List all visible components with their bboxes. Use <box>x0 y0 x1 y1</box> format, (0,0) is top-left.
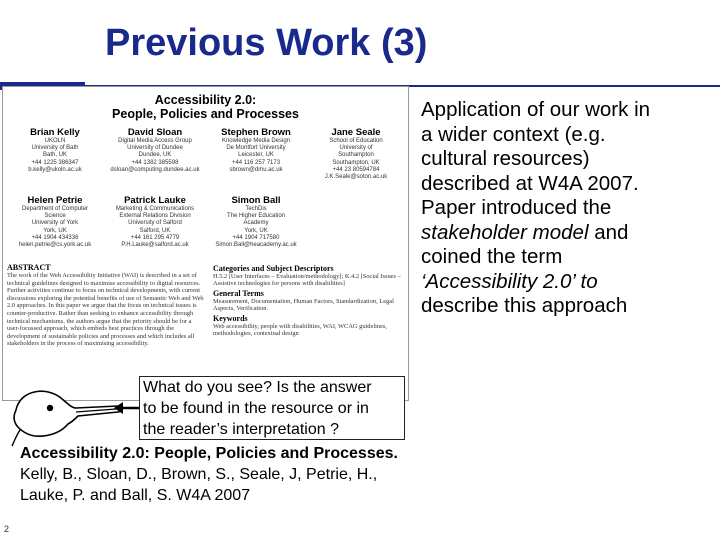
author-name: Stephen Brown <box>221 127 291 138</box>
affiliation-line: Southampton, UK <box>332 159 380 166</box>
abstract-heading: ABSTRACT <box>7 263 51 272</box>
author-name: Jane Seale <box>331 127 381 138</box>
affiliation-line: University of <box>339 145 373 152</box>
author-name: David Sloan <box>127 127 183 138</box>
affiliation-line: +44 23 80594784 <box>332 166 380 173</box>
affiliation-line: Southampton <box>338 152 374 159</box>
bullet-line: described at W4A 2007. <box>421 171 639 195</box>
bullet-line: a wider context (e.g. <box>421 122 606 146</box>
bullet-text <box>421 98 720 319</box>
affiliation-line: Dundee, UK <box>138 152 172 159</box>
callout-line: to be found in the resource or in <box>143 400 369 417</box>
author-name: Helen Petrie <box>27 195 83 206</box>
categories-heading: Categories and Subject Descriptors <box>213 264 334 273</box>
affiliation-line: b.kelly@ukoln.ac.uk <box>28 166 82 173</box>
author-affiliation <box>5 138 105 174</box>
affiliation-line: +44 1225 386347 <box>31 159 79 166</box>
affiliation-line: Bath, UK <box>42 152 67 159</box>
author-entry <box>105 127 205 174</box>
author-entry <box>105 195 205 249</box>
bullet-line: coined the term <box>421 245 563 268</box>
affiliation-line: TechDis <box>245 206 267 212</box>
affiliation-line: Department of Computer <box>21 206 89 212</box>
author-affiliation <box>5 206 105 249</box>
author-affiliation <box>105 206 205 249</box>
bullet-line: Paper introduced the <box>421 196 612 219</box>
author-entry <box>206 127 306 174</box>
affiliation-line: +44 1904 717580 <box>232 234 280 241</box>
terms-body: Measurement, Documentation, Human Factors, Standardization, Legal Aspects, Verification. <box>213 297 394 313</box>
bullet-line: describe this approach <box>421 294 628 317</box>
affiliation-line: UKOLN <box>44 138 66 144</box>
affiliation-line: helen.petrie@cs.york.ac.uk <box>18 242 92 249</box>
affiliation-line: De Montfort University <box>226 145 286 152</box>
affiliation-line: P.H.Lauke@salford.ac.uk <box>121 242 189 249</box>
paper-title-line2: People, Policies and Processes <box>112 107 299 121</box>
author-entry <box>306 127 406 181</box>
affiliation-line: Digital Media Access Group <box>118 138 192 144</box>
keywords-heading: Keywords <box>213 313 248 323</box>
author-affiliation <box>105 138 205 174</box>
page-number: 2 <box>4 524 10 534</box>
duck-rabbit-illusion-icon <box>6 378 126 448</box>
author-entry <box>5 127 105 174</box>
author-entry <box>206 195 306 249</box>
author-name: Patrick Lauke <box>124 195 186 206</box>
abstract-section <box>7 263 205 348</box>
affiliation-line: Simon.Ball@heacademy.ac.uk <box>215 242 297 249</box>
paper-right-column <box>213 263 405 337</box>
bullet-line: ‘Accessibility 2.0’ to <box>421 269 598 293</box>
author-affiliation <box>206 206 306 249</box>
paper-title-line1: Accessibility 2.0: <box>154 93 257 107</box>
author-entry <box>5 195 105 249</box>
affiliation-line: School of Education <box>329 138 383 144</box>
affiliation-line: University of Dundee <box>127 145 183 152</box>
author-name: Brian Kelly <box>30 127 80 138</box>
affiliation-line: University of York <box>31 220 79 227</box>
affiliation-line: dsloan@computing.dundee.ac.uk <box>110 166 200 173</box>
paper-screenshot <box>2 86 409 401</box>
affiliation-line: University of Salford <box>128 220 182 227</box>
affiliation-line: +44 161 295 4779 <box>130 234 180 241</box>
affiliation-line: sbrown@dmu.ac.uk <box>229 166 283 173</box>
citation-authors: Kelly, B., Sloan, D., Brown, S., Seale, J, Petrie, H., <box>20 466 378 483</box>
callout-line: What do you see? Is the answer <box>143 379 372 396</box>
slide-title: Previous Work (3) <box>105 22 428 64</box>
affiliation-line: University of Bath <box>31 145 79 152</box>
affiliation-line: +44 116 257 7173 <box>231 159 281 166</box>
affiliation-line: +44 1382 385598 <box>131 159 179 166</box>
citation <box>20 443 710 506</box>
affiliation-line: Knowledge Media Design <box>221 138 291 144</box>
citation-title: Accessibility 2.0: People, Policies and Processes. <box>20 445 398 462</box>
keywords-body: Web accessibility, people with disabilities, WAI, WCAG guidelines, methodologies, contextual design <box>213 322 388 338</box>
affiliation-line: +44 1904 434336 <box>31 234 79 241</box>
affiliation-line: Academy <box>243 220 269 227</box>
affiliation-line: York, UK <box>244 227 268 234</box>
affiliation-line: Salford, UK <box>139 227 171 234</box>
citation-authors-venue: Lauke, P. and Ball, S. W4A 2007 <box>20 487 251 504</box>
bullet-line-tail: and <box>588 220 629 244</box>
author-affiliation <box>306 138 406 181</box>
affiliation-line: J.K.Seale@soton.ac.uk <box>324 174 388 181</box>
affiliation-line: External Relations Division <box>119 213 191 220</box>
stakeholder-model-term: stakeholder model <box>421 220 589 244</box>
affiliation-line: York, UK <box>43 227 67 234</box>
affiliation-line: The Higher Education <box>226 213 286 220</box>
bullet-line: Application of our work in <box>421 98 651 121</box>
author-affiliation <box>206 138 306 174</box>
abstract-body: The work of the Web Accessibility Initiative (WAI) is described in a set of technical guidelines designed to maximise accessibility to digital resources. Further activities continue to focus on technical developments, with current discussions exploring the potential benefits of use of Semantic Web and Web 2.0 approaches. In this paper we argue that the focus on technical issues is counter-productive. Rather than seeking to enhance accessibility through technical mechanisms, the authors argue that the priority should be for a user-focussed approach, which embeds best practices through the development of sustainable policies and processes and which includes all stakeholders in the process of maximising accessibility. <box>7 272 204 348</box>
author-name: Simon Ball <box>231 195 281 206</box>
categories-body: H.5.2 [User Interfaces – Evaluation/methodology]; K.4.2 [Social Issues – Assistive technologies for persons with disabilities] <box>213 273 401 288</box>
terms-heading: General Terms <box>213 288 264 298</box>
paper-title <box>3 93 408 121</box>
affiliation-line: Leicester, UK <box>238 152 274 159</box>
bullet-line: cultural resources) <box>421 147 590 170</box>
affiliation-line: Marketing & Communications <box>115 206 195 212</box>
bullet-line <box>421 221 720 246</box>
callout-line: the reader’s interpretation ? <box>143 421 339 438</box>
affiliation-line: Science <box>44 213 66 220</box>
question-callout <box>139 376 405 440</box>
